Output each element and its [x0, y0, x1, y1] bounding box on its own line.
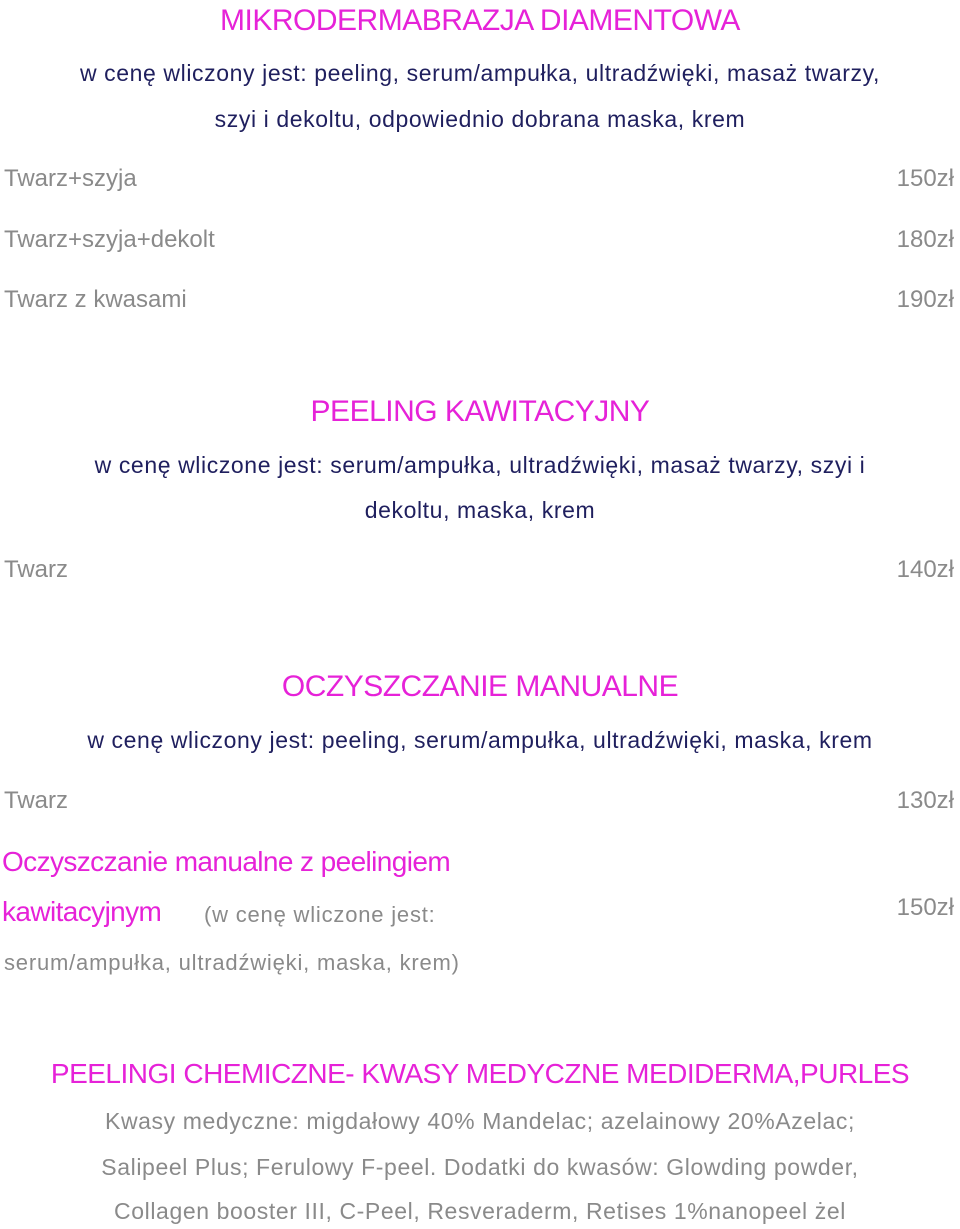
- special-service-note: serum/ampułka, ultradźwięki, maska, krem): [4, 950, 460, 975]
- service-name: Twarz: [4, 787, 69, 814]
- section-title-oczyszczanie-manualne: OCZYSZCZANIE MANUALNE: [281, 670, 679, 703]
- service-name: Twarz z kwasami: [4, 286, 187, 313]
- service-price: 190zł: [896, 286, 954, 313]
- service-price: 130zł: [896, 787, 954, 814]
- section-description: Collagen booster III, C-Peel, Resveraderm, Retises 1%nanopeel żel: [114, 1198, 846, 1224]
- service-price: 150zł: [896, 894, 954, 921]
- service-price: 150zł: [896, 165, 954, 192]
- section-title-peelingi-chemiczne: PEELINGI CHEMICZNE- KWASY MEDYCZNE MEDIDERMA,PURLES: [50, 1058, 910, 1089]
- service-name: Twarz+szyja+dekolt: [4, 226, 215, 253]
- special-service-note: (w cenę wliczone jest:: [204, 902, 436, 927]
- special-service-name: kawitacyjnym: [2, 896, 162, 927]
- section-title-peeling-kawitacyjny: PEELING KAWITACYJNY: [310, 395, 650, 428]
- special-service-name: Oczyszczanie manualne z peelingiem: [2, 846, 451, 877]
- section-description: szyi i dekoltu, odpowiednio dobrana maska, krem: [214, 106, 746, 132]
- service-price: 140zł: [896, 556, 954, 583]
- section-description: w cenę wliczone jest: serum/ampułka, ultradźwięki, masaż twarzy, szyi i: [94, 452, 866, 478]
- section-description: Kwasy medyczne: migdałowy 40% Mandelac; azelainowy 20%Azelac;: [105, 1108, 855, 1134]
- service-price: 180zł: [896, 226, 954, 253]
- section-description: dekoltu, maska, krem: [364, 497, 596, 523]
- section-description: w cenę wliczony jest: peeling, serum/ampułka, ultradźwięki, masaż twarzy,: [79, 60, 881, 86]
- section-description: w cenę wliczony jest: peeling, serum/ampułka, ultradźwięki, maska, krem: [87, 727, 873, 753]
- section-title-mikrodermabrazja: MIKRODERMABRAZJA DIAMENTOWA: [220, 4, 740, 37]
- service-name: Twarz: [4, 556, 69, 583]
- service-name: Twarz+szyja: [4, 165, 137, 192]
- section-description: Salipeel Plus; Ferulowy F-peel. Dodatki do kwasów: Glowding powder,: [101, 1154, 859, 1180]
